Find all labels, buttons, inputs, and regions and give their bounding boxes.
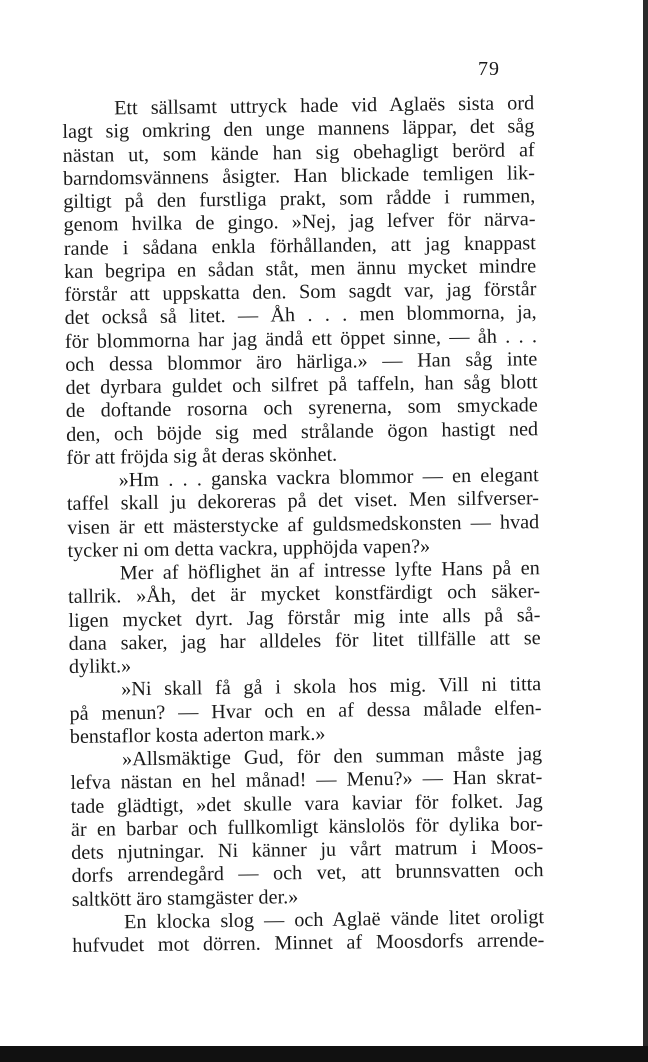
text-line: tade glädtigt, »det skulle vara kaviar för folket. Jag [70, 789, 543, 818]
text-line: »Ni skall få gå i skola hos mig. Vill ni titta [121, 673, 542, 701]
text-line: kan begripa en sådan ståt, men ännu mycket mindre [63, 254, 537, 283]
text-line: dana saker, jag har alldeles för litet tillfälle att se [68, 626, 541, 655]
text-line: de doftande rosorna och syrenerna, som smyckade [65, 394, 538, 423]
text-line: visen är ett mästerstycke af guldsmedskonsten — hvad [67, 510, 540, 539]
text-line: Ett sällsamt uttryck hade vid Aglaës sista ord [113, 92, 535, 120]
text-line: dets njutningar. Ni känner ju vårt matrum i Moos- [71, 836, 544, 864]
text-line: den, och böjde sig med strålande ögon hastigt ned [65, 417, 539, 446]
text-line: »Hm . . . ganska vackra blommor — en elegant [118, 464, 539, 492]
page-edge-shadow [643, 0, 648, 1062]
text-line: och dessa blommor äro härliga.» — Han såg inte [65, 347, 538, 376]
text-line: taffel skall ju dekoreras på det viset. Men silfverser- [66, 487, 540, 516]
text-line: dorfs arrendegård — och vet, att brunnsvatten och [71, 859, 544, 888]
text-line: för att fröjda sig åt deras skönhet. [66, 443, 338, 469]
page-number: 79 [478, 58, 500, 80]
text-line: tallrik. »Åh, det är mycket konstfärdigt och säker- [67, 580, 541, 609]
text-line: barndomsvännens åsigter. Han blickade temligen lik- [62, 161, 536, 190]
text-line: Mer af höflighet än af intresse lyfte Hans på en [119, 557, 540, 585]
text-line: ligen mycket dyrt. Jag förstår mig inte alls på så- [68, 603, 541, 632]
text-line: rande i sådana enkla förhållanden, att jag knappast [63, 231, 536, 260]
text-line: för blommorna har jag ändå ett öppet sinne, — åh . . . [64, 324, 538, 353]
text-line: »Allsmäktige Gud, för den summan måste jag [121, 743, 543, 771]
text-line: lagt sig omkring den unge mannens läppar, det såg [62, 115, 535, 144]
text-line: det dyrbara guldet och silfret på taffeln, han såg blott [65, 371, 538, 399]
text-line: genom hvilka de gingo. »Nej, jag lefver för närva- [63, 208, 536, 237]
scan-bottom-border [0, 1046, 648, 1062]
text-line: nästan ut, som kände han sig obehagligt berörd af [62, 138, 535, 167]
text-line: på menun? — Hvar och en af dessa målade elfen- [69, 696, 542, 725]
body-text [62, 92, 544, 958]
text-line: är en barbar och fullkomligt känslolös för dylika bor- [70, 812, 544, 841]
text-line: saltkött äro stamgäster der.» [71, 885, 299, 911]
text-line: dylikt.» [68, 655, 132, 678]
text-line: giltigt på den furstliga prakt, som rådde i rummen, [63, 185, 536, 213]
text-line: lefva nästan en hel månad! — Menu?» — Han skrat- [70, 766, 543, 795]
text-line: benstaflor kosta aderton mark.» [69, 722, 326, 748]
text-line: förstår att uppskatta den. Som sagdt var, jag förstår [64, 278, 537, 306]
text-line: tycker ni om detta vackra, upphöjda vapen?» [67, 535, 431, 562]
text-line: En klocka slog — och Aglaë vände litet oroligt [123, 905, 545, 934]
text-line: det också så litet. — Åh . . . men blommorna, ja, [64, 301, 537, 330]
text-line: hufvudet mot dörren. Minnet af Moosdorfs arrende- [72, 929, 545, 957]
